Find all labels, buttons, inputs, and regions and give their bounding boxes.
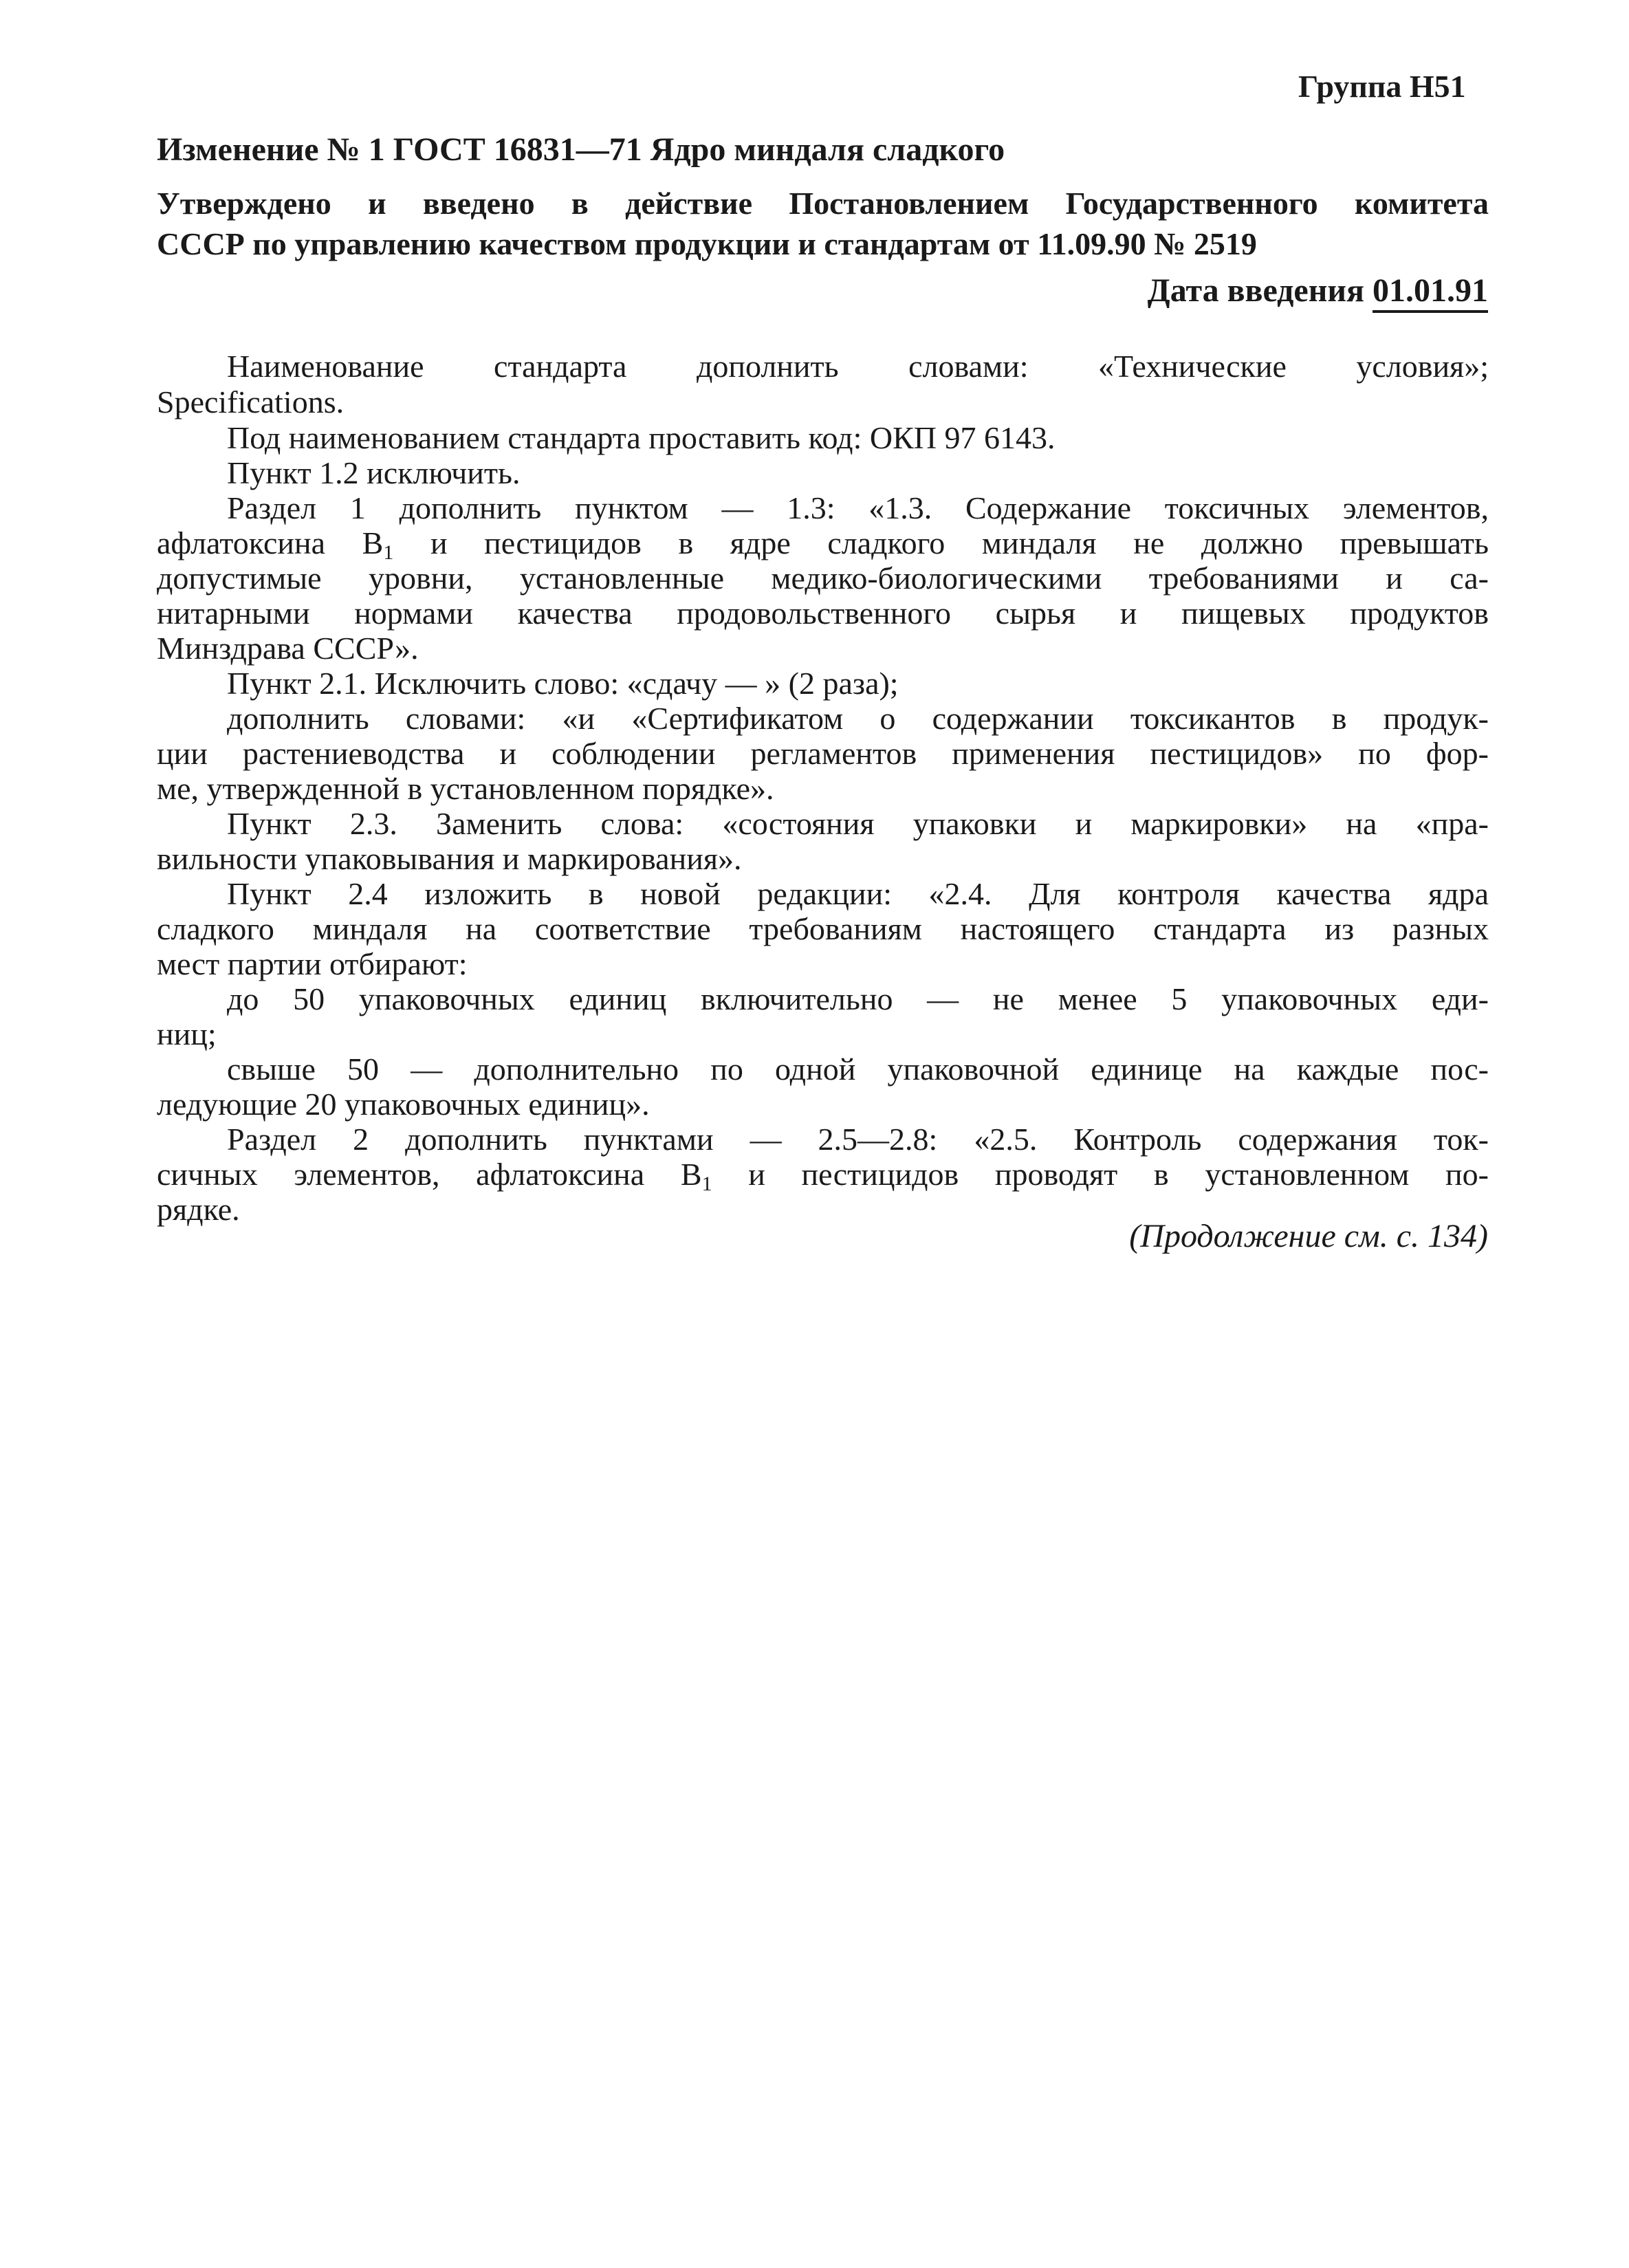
body-line: вильности упаковывания и маркирования». [157, 841, 742, 876]
body-line: ции растениеводства и соблюдении регламентов применения пестицидов» по фор- [157, 736, 1489, 771]
body-line: свыше 50 — дополнительно по одной упаковочной единице на каждые пос- [227, 1051, 1489, 1087]
body-line: допустимые уровни, установленные медико-биологическими требованиями и са- [157, 560, 1489, 596]
introduction-date-value: 01.01.91 [1373, 272, 1488, 313]
body-line: Пункт 2.1. Исключить слово: «сдачу — » (2 раза); [227, 666, 899, 701]
body-line: Раздел 2 дополнить пунктами — 2.5—2.8: «2.5. Контроль содержания ток- [227, 1122, 1489, 1157]
introduction-date-label: Дата введения [1147, 272, 1364, 309]
body-line: Пункт 2.3. Заменить слова: «состояния упаковки и маркировки» на «пра- [227, 806, 1489, 841]
body-line: рядке. [157, 1192, 240, 1227]
body-line: до 50 упаковочных единиц включительно — не менее 5 упаковочных еди- [227, 981, 1489, 1016]
document-title: Изменение № 1 ГОСТ 16831—71 Ядро миндаля сладкого [157, 131, 1005, 168]
body-line: ледующие 20 упаковочных единиц». [157, 1087, 650, 1122]
body-line: Specifications. [157, 384, 345, 419]
body-text: сичных элементов, афлатоксина B [157, 1157, 702, 1192]
body-line: Наименование стандарта дополнить словами: «Технические условия»; [227, 349, 1489, 384]
body-text: и пестицидов проводят в установленном по- [712, 1157, 1489, 1192]
body-line: мест партии отбирают: [157, 946, 468, 981]
introduction-date [1148, 272, 1488, 310]
body-text: и пестицидов в ядре сладкого миндаля не должно превышать [393, 525, 1489, 560]
body-text: афлатоксина B [157, 525, 384, 560]
approval-line-2: СССР по управлению качеством продукции и стандартам от 11.09.90 № 2519 [157, 226, 1257, 261]
body-line: ниц; [157, 1016, 217, 1051]
group-code: Группа Н51 [1298, 69, 1466, 104]
body-line: Раздел 1 дополнить пунктом — 1.3: «1.3. Содержание токсичных элементов, [227, 490, 1489, 525]
body-line: нитарными нормами качества продовольственного сырья и пищевых продуктов [157, 596, 1489, 631]
approval-line-1: Утверждено и введено в действие Постановлением Государственного комитета [157, 186, 1489, 221]
body-line: Под наименованием стандарта проставить код: ОКП 97 6143. [227, 420, 1056, 455]
body-line: дополнить словами: «и «Сертификатом о содержании токсикантов в продук- [227, 701, 1489, 736]
body-line: Минздрава СССР». [157, 631, 419, 666]
subscript: 1 [383, 541, 394, 564]
body-line: Пункт 1.2 исключить. [227, 455, 521, 490]
body-line: Пункт 2.4 изложить в новой редакции: «2.4. Для контроля качества ядра [227, 876, 1489, 911]
continuation-note: (Продолжение см. с. 134) [1129, 1218, 1488, 1254]
body-line: ме, утвержденной в установленном порядке». [157, 771, 774, 806]
subscript: 1 [701, 1173, 712, 1195]
body-line: сладкого миндаля на соответствие требованиям настоящего стандарта из разных [157, 911, 1489, 946]
